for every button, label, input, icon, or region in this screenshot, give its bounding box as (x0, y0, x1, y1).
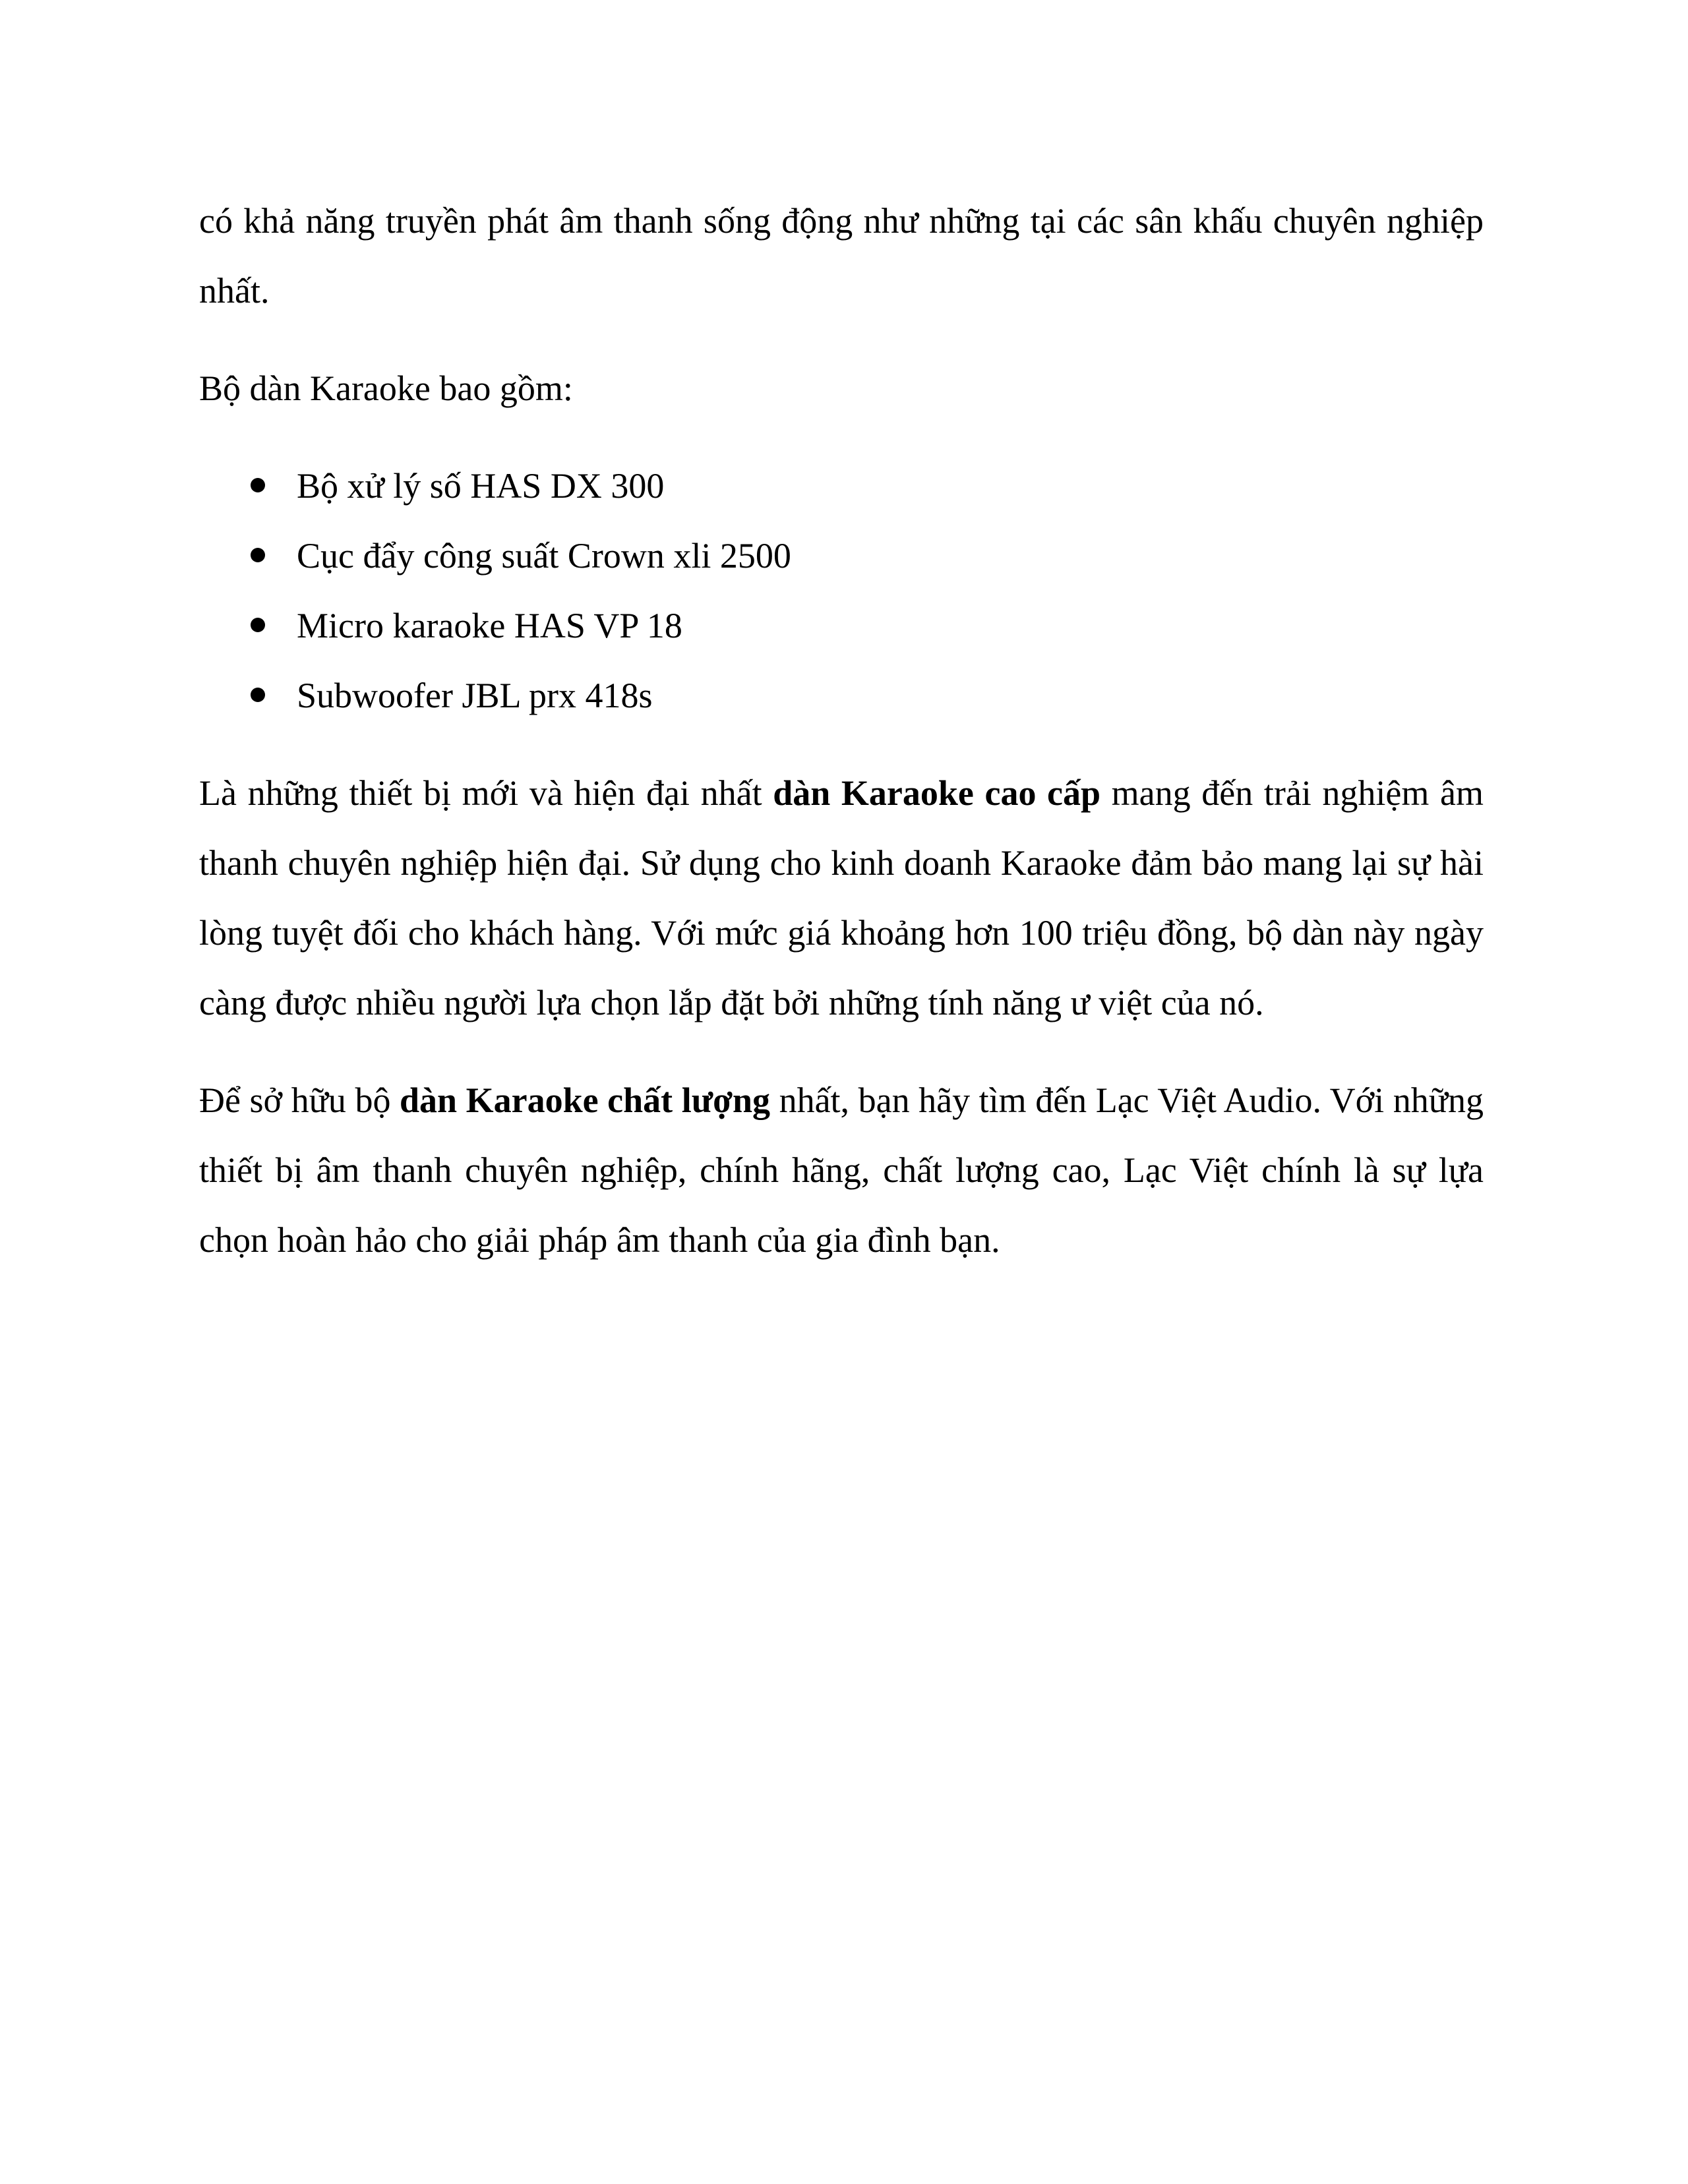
list-item (199, 521, 1484, 591)
bullet-icon (251, 618, 265, 632)
text-run: Để sở hữu bộ (199, 1080, 400, 1120)
bold-keyword: dàn Karaoke chất lượng (400, 1080, 771, 1120)
text-run: nhất, bạn hãy tìm đến Lạc Việt Audio. Với những thiết bị âm thanh chuyên nghiệp, chính hãng, chất lượng cao, Lạc Việt chính là sự lựa chọn hoàn hảo cho giải pháp âm thanh của gia đình bạn. (199, 1080, 1484, 1260)
list-item-text: Micro karaoke HAS VP 18 (297, 606, 682, 645)
paragraph-closing (199, 1065, 1484, 1275)
list-item (199, 661, 1484, 730)
list-item (199, 591, 1484, 661)
bold-keyword: dàn Karaoke cao cấp (773, 773, 1101, 813)
bullet-icon (251, 478, 265, 492)
paragraph-intro: có khả năng truyền phát âm thanh sống động như những tại các sân khấu chuyên nghiệp nhất. (199, 201, 1484, 310)
text-run: mang đến trải nghiệm âm thanh chuyên nghiệp hiện đại. Sử dụng cho kinh doanh Karaoke đảm bảo mang lại sự hài lòng tuyệt đối cho khách hàng. Với mức giá khoảng hơn 100 triệu đồng, bộ dàn này ngày càng được nhiều người lựa chọn lắp đặt bởi những tính năng ư việt của nó. (199, 773, 1484, 1022)
paragraph-description (199, 758, 1484, 1038)
bullet-icon (251, 688, 265, 702)
list-item-text: Bộ xử lý số HAS DX 300 (297, 466, 665, 506)
document-body (199, 186, 1484, 1275)
paragraph-list-heading: Bộ dàn Karaoke bao gồm: (199, 369, 573, 408)
bullet-icon (251, 548, 265, 562)
list-item-text: Cục đẩy công suất Crown xli 2500 (297, 536, 791, 576)
equipment-list (199, 451, 1484, 730)
list-item (199, 451, 1484, 521)
list-item-text: Subwoofer JBL prx 418s (297, 676, 653, 715)
text-run: Là những thiết bị mới và hiện đại nhất (199, 773, 773, 813)
